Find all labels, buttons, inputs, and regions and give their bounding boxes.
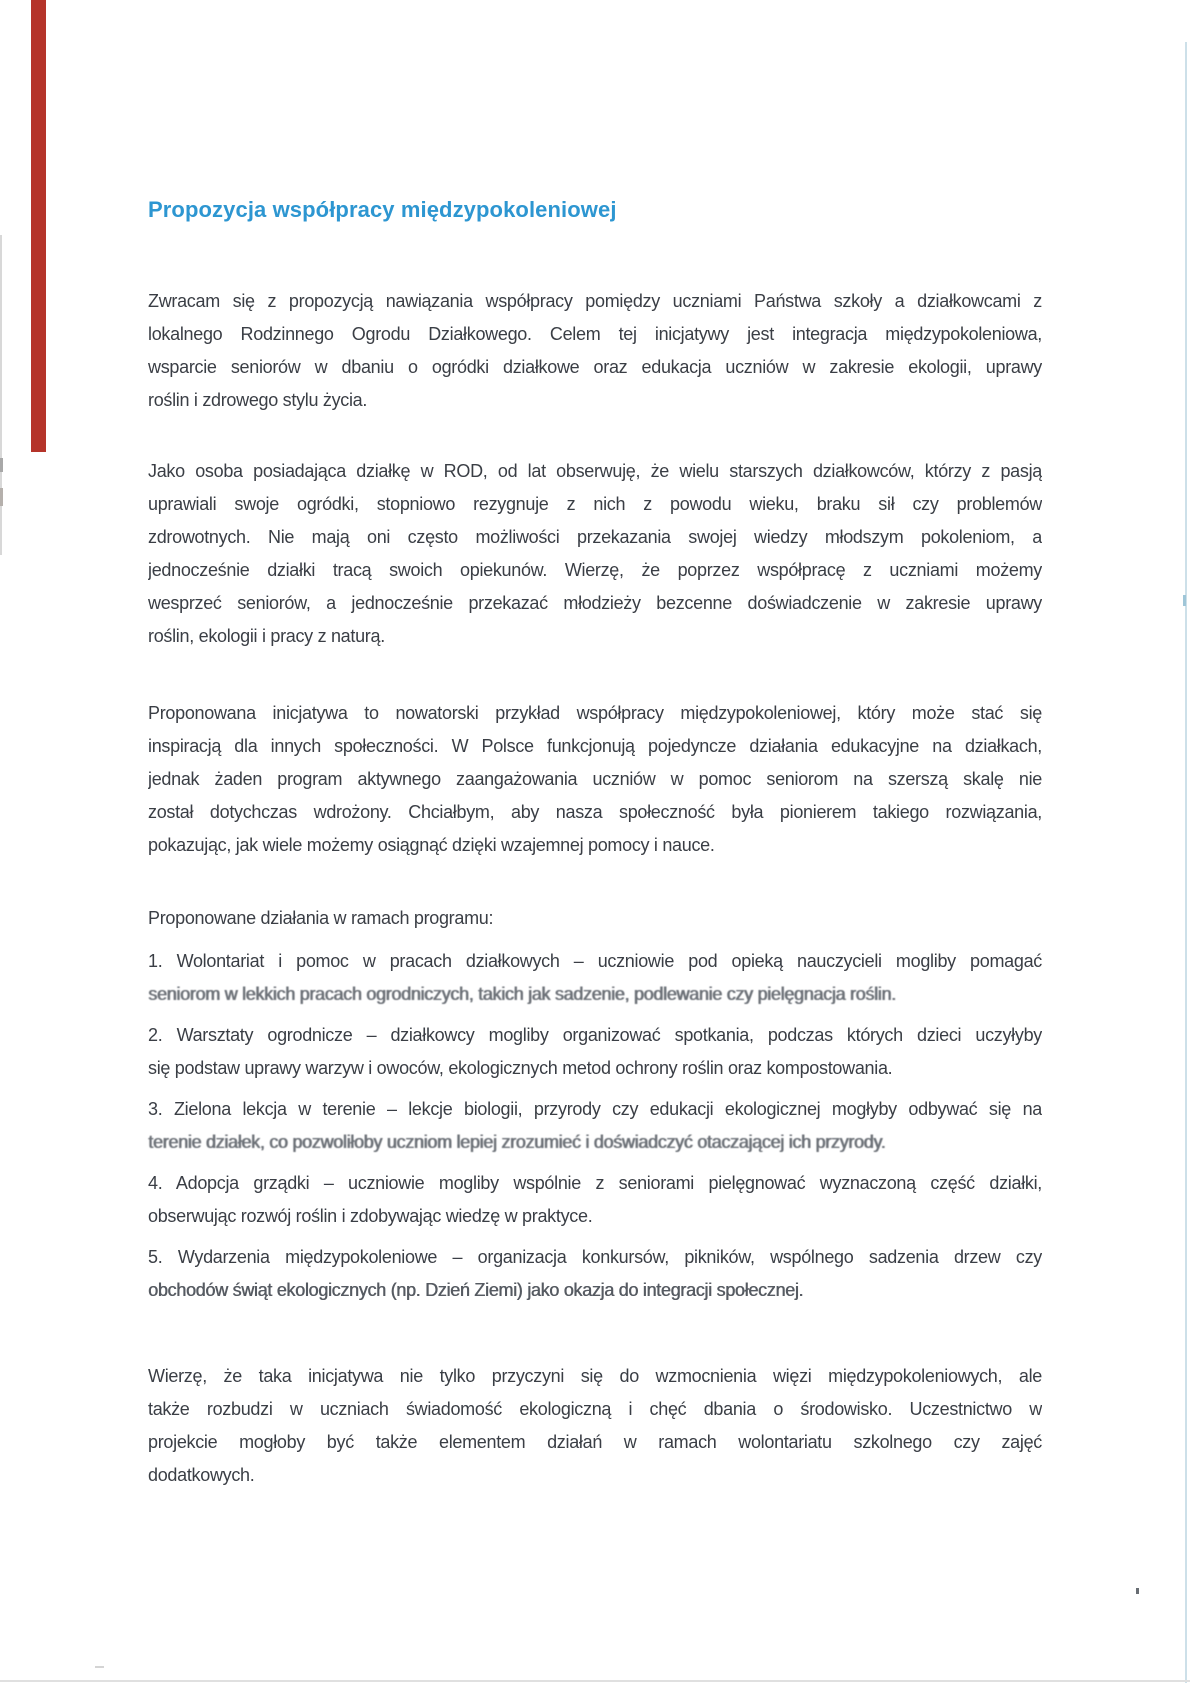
text-line: roślin i zdrowego stylu życia. [148,390,368,410]
text-line: inspiracją dla innych społeczności. W Polsce funkcjonują pojedyncze działania edukacyjne na działkach, [148,736,1042,756]
text-line: wsparcie seniorów w dbaniu o ogródki działkowe oraz edukacja uczniów w zakresie ekologii, uprawy [148,357,1042,377]
program-item-2 [148,1019,1042,1085]
text-line: roślin, ekologii i pracy z naturą. [148,626,385,646]
text-line-degraded: obchodów świąt ekologicznych (np. Dzień Ziemi) jako okazja do integracji społecznej. [148,1280,804,1300]
text-line: 5. Wydarzenia międzypokoleniowe – organizacja konkursów, pikników, wspólnego sadzenia drzew czy [148,1247,1042,1267]
program-item-4 [148,1167,1042,1233]
bottom-edge-scan-line [0,1680,1190,1682]
scan-speck [1136,1588,1139,1594]
text-line: Proponowane działania w ramach programu: [148,908,494,928]
text-line: wesprzeć seniorów, a jednocześnie przekazać młodzieży bezcenne doświadczenie w zakresie uprawy [148,593,1042,613]
left-edge-scan-mark [0,458,3,472]
text-line: 4. Adopcja grządki – uczniowie mogliby wspólnie z seniorami pielęgnować wyznaczoną część działki, [148,1173,1042,1193]
document-content [148,193,1042,1492]
text-line: dodatkowych. [148,1465,255,1485]
text-line-degraded: terenie działek, co pozwoliłoby uczniom lepiej zrozumieć i doświadczyć otaczającej ich przyrody. [148,1132,886,1152]
text-line: lokalnego Rodzinnego Ogrodu Działkowego. Celem tej inicjatywy jest integracja międzypokoleniowa, [148,324,1042,344]
text-line: pokazując, jak wiele możemy osiągnąć dzięki wzajemnej pomocy i nauce. [148,835,715,855]
text-line: został dotychczas wdrożony. Chciałbym, aby nasza społeczność była pionierem takiego rozwiązania, [148,802,1042,822]
background-paragraph [148,455,1042,653]
text-line: także rozbudzi w uczniach świadomość ekologiczną i chęć dbania o środowisko. Uczestnictwo w [148,1399,1042,1419]
text-line: 2. Warsztaty ogrodnicze – działkowcy mogliby organizować spotkania, podczas których dzieci uczyłyby [148,1025,1042,1045]
vision-paragraph [148,697,1042,862]
text-line: uprawiali swoje ogródki, stopniowo rezygnuje z nich z powodu wieku, braku sił czy problemów [148,494,1042,514]
right-edge-scan-tick [1183,595,1186,606]
left-edge-scan-line [0,235,2,555]
text-line: Jako osoba posiadająca działkę w ROD, od lat obserwuję, że wielu starszych działkowców, którzy z pasją [148,461,1042,481]
intro-paragraph [148,285,1042,417]
program-item-5 [148,1241,1042,1307]
program-item-3 [148,1093,1042,1159]
text-line-degraded: seniorom w lekkich pracach ogrodniczych, takich jak sadzenie, podlewanie czy pielęgnacja roślin. [148,984,896,1004]
program-section-header [148,902,1042,935]
text-line: się podstaw uprawy warzyw i owoców, ekologicznych metod ochrony roślin oraz kompostowania. [148,1058,893,1078]
text-line: 3. Zielona lekcja w terenie – lekcje biologii, przyrody czy edukacji ekologicznej mogłyby odbywać się na [148,1099,1042,1119]
text-line: jednak żaden program aktywnego zaangażowania uczniów w pomoc seniorom na szerszą skalę nie [148,769,1042,789]
text-line: Proponowana inicjatywa to nowatorski przykład współpracy międzypokoleniowej, który może stać się [148,703,1042,723]
scan-speck [95,1666,104,1668]
document-title: Propozycja współpracy międzypokoleniowej [148,197,617,222]
text-line: 1. Wolontariat i pomoc w pracach działkowych – uczniowie pod opieką nauczycieli mogliby pomagać [148,951,1042,971]
red-stripe-artifact [31,0,46,452]
text-line: Wierzę, że taka inicjatywa nie tylko przyczyni się do wzmocnienia więzi międzypokoleniowych, ale [148,1366,1042,1386]
right-edge-scan-line [1185,42,1187,1683]
text-line: jednocześnie działki tracą swoich opiekunów. Wierzę, że poprzez współpracę z uczniami możemy [148,560,1042,580]
closing-paragraph [148,1360,1042,1492]
text-line: Zwracam się z propozycją nawiązania współpracy pomiędzy uczniami Państwa szkoły a działkowcami z [148,291,1042,311]
text-line: obserwując rozwój roślin i zdobywając wiedzę w praktyce. [148,1206,593,1226]
text-line: zdrowotnych. Nie mają oni często możliwości przekazania swojej wiedzy młodszym pokoleniom, a [148,527,1042,547]
left-edge-scan-mark [0,488,3,506]
program-item-1 [148,945,1042,1011]
text-line: projekcie mogłoby być także elementem działań w ramach wolontariatu szkolnego czy zajęć [148,1432,1042,1452]
